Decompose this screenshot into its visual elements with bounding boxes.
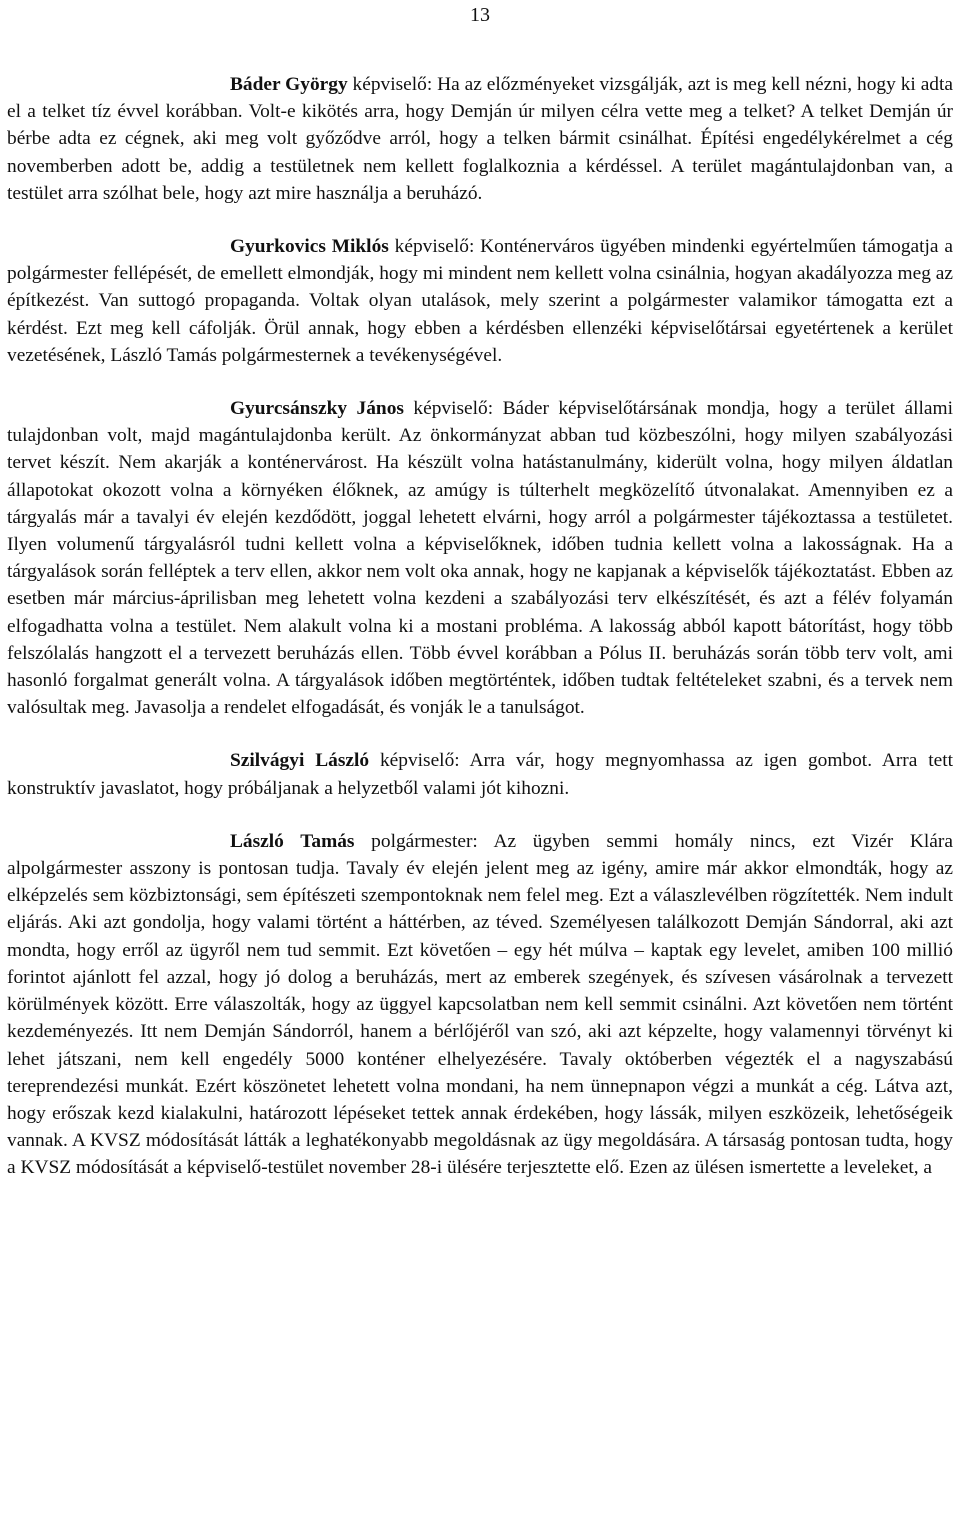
speaker-name: Gyurcsánszky János	[230, 398, 404, 420]
paragraph-text: Konténerváros ügyében mindenki egyértelműen támogatja a polgármester fellépését, de emellett elmondják, hogy mi mindent nem kellett volna csinálnia, hogyan akadályozza meg az építkezést. Van suttogó propaganda. Voltak olyan utalások, mely szerint a polgármester valamikor támogatta ezt a kérdést. Ezt meg kell cáfolják. Örül annak, hogy ebben a kérdésben ellenzéki képviselőtársai egyetértenek a kerület vezetésének, László Tamás polgármesternek a tevékenységével.	[7, 236, 953, 366]
speaker-role: képviselő:	[369, 750, 460, 772]
paragraph-szilvagyi-laszlo	[7, 747, 953, 801]
speaker-name: Szilvágyi László	[230, 750, 370, 772]
paragraph-laszlo-tamas	[7, 828, 953, 1182]
paragraph-gyurcsanszky-janos	[7, 395, 953, 721]
minutes-body	[7, 71, 953, 1182]
speaker-role: képviselő:	[388, 236, 475, 258]
paragraph-text: Arra vár, hogy megnyomhassa az igen gombot. Arra tett konstruktív javaslatot, hogy próbáljanak a helyzetből valami jót kihozni.	[7, 750, 954, 799]
speaker-name: Gyurkovics Miklós	[230, 236, 389, 258]
speaker-role: polgármester:	[354, 830, 478, 852]
paragraph-text: Ha az előzményeket vizsgálják, azt is meg kell nézni, hogy ki adta el a telket tíz évvel korábban. Volt-e kikötés arra, hogy Demján úr milyen célra vette meg a telket? A telket Demján úr bérbe adta ez cégnek, aki meg volt győződve arról, hogy a telken bármit csinálhat. Építési engedélykérelmet a cég novemberben adott be, addig a testületnek nem kellett foglalkoznia a kérdéssel. A terület magántulajdonban van, a testület arra szólhat bele, hogy azt mire használja a beruházó.	[7, 74, 954, 204]
paragraph-text: Báder képviselőtársának mondja, hogy a terület állami tulajdonban volt, majd magántulajdonba került. Az önkormányzat abban tud közbeszólni, hogy milyen szabályozási tervet készít. Nem akarják a konténervárost. Ha készült volna hatástanulmány, kiderült volna, hogy milyen áldatlan állapotokat okozott volna a környéken élőknek, az amúgy is túlterhelt megközelítő útvonalakat. Amennyiben ez a tárgyalás már a tavalyi év elején kezdődött, joggal lehetett elvárni, hogy arról a polgármester tájékoztassa a testületet. Ilyen volumenű tárgyalásról tudni kellett volna a képviselőknek, időben tudnia kellett volna a lakosságnak. Ha a tárgyalások során felléptek a terv ellen, akkor nem volt oka annak, hogy ne kapjanak a képviselők tájékoztatást. Ebben az esetben már március-áprilisban meg lehetett volna kezdeni a szabályozási terv elkészítését, és azt a félév folyamán elfogadhatta volna a testület. Nem alakult volna ki a mostani probléma. A lakosság abból kapott bátorítást, hogy több felszólalás hangzott el a tervezett beruházás ellen. Több évvel korábban a Pólus II. beruházás során több terv volt, ami hasonló forgalmat generált volna. A tárgyalások időben megtörténtek, időben tudtak feltételeket szabni, és a tervek nem valósultak meg. Javasolja a rendelet elfogadását, és vonják le a tanulságot.	[7, 398, 953, 719]
speaker-role: képviselő:	[347, 74, 433, 95]
speaker-name: László Tamás	[230, 830, 355, 852]
paragraph-gyurkovics-miklos	[7, 233, 953, 369]
paragraph-text: Az ügyben semmi homály nincs, ezt Vizér Klára alpolgármester asszony is pontosan tudja. Tavaly év elején jelent meg az igény, amire már akkor elmondták, hogy az elképzelés sem közbiztonsági, sem építészeti szempontoknak nem felel meg. Ezt a válaszlevélben rögzítették. Nem indult eljárás. Aki azt gondolja, hogy valami történt a háttérben, az téved. Személyesen találkozott Demján Sándorral, aki azt mondta, hogy erről az ügyről nem tud semmit. Ezt követően – egy hét múlva – kaptak egy levelet, amiben 100 millió forintot ajánlott fel azzal, hogy jó dolog a beruházás, mert az emberek szegények, és szívesen vásárolnak a tervezett körülmények között. Erre válaszolták, hogy az üggyel kapcsolatban nem kell semmit csinálni. Azt követően nem történt kezdeményezés. Itt nem Demján Sándorról, hanem a bérlőjéről van szó, aki azt képzelte, hogy valamennyi törvényt ki lehet játszani, nem kell engedély 5000 konténer elhelyezésére. Tavaly októberben végezték el a nagyszabású tereprendezési munkát. Ezért köszönetet lehetett volna mondani, ha nem ünnepnapon végzi a munkát a cég. Látva azt, hogy erőszak kezd kialakulni, határozott lépéseket tettek annak érdekében, hogy lássák, milyen eszközeik, lehetőségeik vannak. A KVSZ módosítását látták a leghatékonyabb megoldásnak az ügy megoldására. A társaság pontosan tudta, hogy a KVSZ módosítását a képviselő-testület november 28-i ülésére terjesztette elő. Ezen az ülésen ismertette a leveleket, a	[7, 830, 953, 1179]
speaker-name: Báder György	[230, 74, 348, 95]
paragraph-bader-gyorgy	[7, 71, 953, 207]
page-number: 13	[470, 4, 490, 26]
speaker-role: képviselő:	[403, 398, 494, 420]
